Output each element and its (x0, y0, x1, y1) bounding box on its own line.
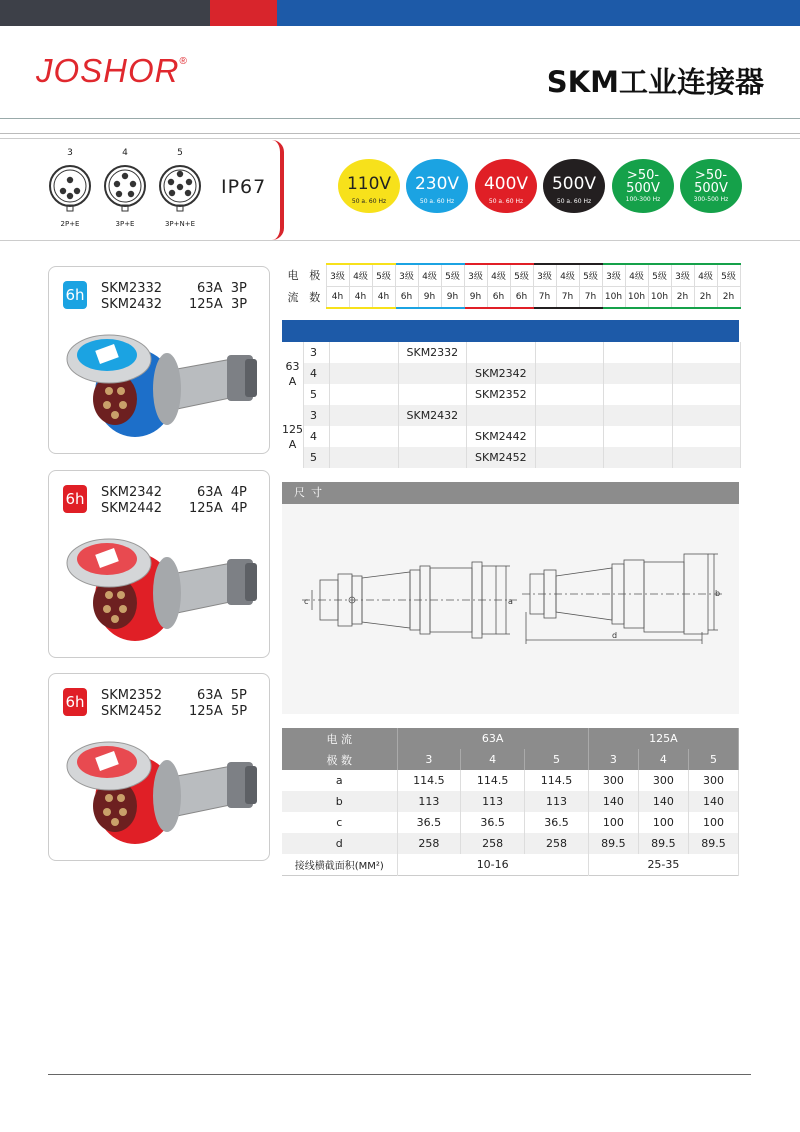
dim-header: 125A (588, 728, 738, 749)
hour-badge: 6h (63, 485, 87, 513)
matrix-row (282, 286, 740, 308)
type-cell (535, 426, 604, 447)
matrix-cell: 4h (349, 286, 372, 308)
rating: 63A 5P (197, 688, 247, 703)
voltage-badge (612, 159, 674, 213)
matrix-label: 电 (287, 269, 299, 282)
matrix-label: 数 (309, 291, 321, 304)
matrix-cell: 7h (556, 286, 579, 308)
type-row (282, 447, 741, 468)
dim-row (282, 833, 739, 854)
type-cell (672, 363, 741, 384)
type-row (282, 363, 741, 384)
divider-brace (272, 140, 284, 240)
hours-matrix (282, 263, 741, 309)
dim-value: 113 (461, 791, 525, 812)
connector-image (57, 329, 267, 449)
dim-key: a (282, 770, 397, 791)
pole-cell: 5 (304, 384, 330, 405)
rating: 63A 4P (197, 485, 247, 500)
dim-value: 300 (638, 770, 688, 791)
pole-cell: 3 (304, 405, 330, 426)
ip-rating: IP67 (221, 176, 267, 198)
matrix-cell: 3级 (326, 264, 349, 286)
pin-config-label: 2P+E (60, 220, 80, 228)
dim-value: 258 (525, 833, 589, 854)
pin-config-label: 3P+N+E (164, 220, 196, 228)
dim-value: 140 (688, 791, 738, 812)
matrix-cell: 3级 (533, 264, 556, 286)
type-cell (398, 426, 467, 447)
type-cell (535, 342, 604, 363)
matrix-cell: 4级 (418, 264, 441, 286)
pin-count: 5 (177, 148, 183, 158)
product-card (48, 673, 270, 861)
pin-count: 3 (67, 148, 73, 158)
dim-value: 114.5 (525, 770, 589, 791)
amp-cell: 63 A (282, 342, 304, 405)
dim-label-a: a (508, 597, 513, 606)
voltage-value: 400V (483, 174, 529, 194)
type-cell (604, 342, 673, 363)
dim-value: 89.5 (588, 833, 638, 854)
dim-header-row (282, 728, 739, 749)
dim-pole: 5 (525, 749, 589, 770)
dim-value: 258 (461, 833, 525, 854)
dim-pole: 3 (588, 749, 638, 770)
wire-value: 10-16 (397, 854, 588, 875)
type-cell (604, 447, 673, 468)
type-cell (535, 447, 604, 468)
matrix-cell: 6h (395, 286, 418, 308)
model-code: SKM2452 (475, 451, 527, 464)
product-card (48, 266, 270, 454)
dim-value: 140 (588, 791, 638, 812)
voltage-badge (406, 159, 468, 213)
type-row (282, 405, 741, 426)
top-color-bar (0, 0, 800, 26)
dim-row (282, 791, 739, 812)
matrix-cell: 2h (717, 286, 740, 308)
voltage-badge (543, 159, 605, 213)
type-cell (398, 447, 467, 468)
dim-value: 300 (688, 770, 738, 791)
dim-value: 36.5 (397, 812, 461, 833)
matrix-row (282, 264, 740, 286)
dim-value: 36.5 (461, 812, 525, 833)
rating: 125A 3P (189, 297, 248, 312)
matrix-cell: 4h (372, 286, 395, 308)
page-title: SKM工业连接器 (546, 65, 764, 99)
dim-pole: 4 (638, 749, 688, 770)
type-cell (604, 384, 673, 405)
pin-config-label: 3P+E (115, 220, 135, 228)
dim-value: 89.5 (638, 833, 688, 854)
dim-value: 100 (688, 812, 738, 833)
type-cell (330, 384, 399, 405)
matrix-cell: 10h (648, 286, 671, 308)
matrix-cell: 6h (487, 286, 510, 308)
connector-image (57, 736, 267, 856)
dim-value: 114.5 (461, 770, 525, 791)
rating: 125A 4P (189, 501, 248, 516)
type-cell (330, 342, 399, 363)
model-number: SKM2352 (101, 688, 163, 703)
voltage-value: 230V (414, 174, 460, 194)
matrix-cell: 6h (510, 286, 533, 308)
dim-label-c: c (304, 597, 309, 606)
matrix-cell: 4级 (487, 264, 510, 286)
frequency-label: 300-500 Hz (693, 196, 729, 203)
type-cell (672, 405, 741, 426)
type-cell (330, 363, 399, 384)
wire-row (282, 854, 739, 875)
matrix-cell: 3级 (464, 264, 487, 286)
matrix-cell: 4级 (625, 264, 648, 286)
frequency-label: 50 a. 60 Hz (556, 198, 592, 205)
model-code: SKM2352 (475, 388, 527, 401)
type-cell (398, 384, 467, 405)
matrix-cell: 10h (625, 286, 648, 308)
voltage-value: >50- 500V (694, 168, 728, 196)
type-row (282, 426, 741, 447)
dim-value: 100 (638, 812, 688, 833)
frequency-label: 50 a. 60 Hz (351, 198, 387, 205)
dim-key: c (282, 812, 397, 833)
matrix-cell: 5级 (510, 264, 533, 286)
rating: 125A 5P (189, 704, 248, 719)
type-cell (398, 405, 467, 426)
type-table (282, 342, 741, 468)
type-cell (398, 342, 467, 363)
matrix-cell: 3级 (671, 264, 694, 286)
type-cell (604, 426, 673, 447)
type-cell (330, 405, 399, 426)
matrix-label: 流 (287, 291, 299, 304)
type-cell (467, 342, 536, 363)
matrix-cell: 5级 (441, 264, 464, 286)
dim-row (282, 770, 739, 791)
matrix-cell: 7h (533, 286, 556, 308)
dim-pole: 4 (461, 749, 525, 770)
brand-logo: JOSHOR® (36, 52, 188, 89)
dim-key: b (282, 791, 397, 812)
pin-count: 4 (122, 148, 128, 158)
type-cell (330, 426, 399, 447)
connector-image (57, 533, 267, 653)
dim-pole: 5 (688, 749, 738, 770)
matrix-cell: 5级 (648, 264, 671, 286)
frequency-label: 100-300 Hz (625, 196, 661, 203)
socket-face-icon (158, 160, 202, 216)
dim-value: 113 (397, 791, 461, 812)
matrix-cell: 9h (464, 286, 487, 308)
matrix-cell: 10h (602, 286, 625, 308)
type-cell (467, 363, 536, 384)
matrix-cell: 4h (326, 286, 349, 308)
dim-value: 300 (588, 770, 638, 791)
matrix-cell: 3级 (395, 264, 418, 286)
voltage-badge (680, 159, 742, 213)
dim-header: 电 流 (282, 728, 397, 749)
dim-key: d (282, 833, 397, 854)
matrix-cell: 5级 (717, 264, 740, 286)
type-row (282, 342, 741, 363)
matrix-cell: 4级 (556, 264, 579, 286)
product-card (48, 470, 270, 658)
dim-label-b: b (715, 589, 721, 598)
socket-face-icon (48, 160, 92, 216)
type-cell (467, 405, 536, 426)
dim-value: 100 (588, 812, 638, 833)
dimension-drawing (282, 504, 739, 714)
hour-badge: 6h (63, 688, 87, 716)
matrix-cell: 4级 (349, 264, 372, 286)
type-cell (535, 384, 604, 405)
matrix-cell: 7h (579, 286, 602, 308)
matrix-cell: 9h (418, 286, 441, 308)
matrix-label: 极 (309, 269, 321, 282)
dim-value: 36.5 (525, 812, 589, 833)
matrix-cell: 5级 (579, 264, 602, 286)
socket-face-icon (103, 160, 147, 216)
voltage-badge (475, 159, 537, 213)
pole-cell: 5 (304, 447, 330, 468)
model-code: SKM2442 (475, 430, 527, 443)
voltage-badge (338, 159, 400, 213)
matrix-cell: 4级 (694, 264, 717, 286)
model-code: SKM2432 (406, 409, 459, 422)
hour-badge: 6h (63, 281, 87, 309)
type-cell (672, 447, 741, 468)
type-cell (672, 426, 741, 447)
matrix-cell: 3级 (602, 264, 625, 286)
type-cell (467, 426, 536, 447)
type-cell (672, 384, 741, 405)
model-number: SKM2332 (101, 281, 163, 296)
dim-value: 114.5 (397, 770, 461, 791)
type-table-header (282, 320, 739, 342)
rating: 63A 3P (197, 281, 247, 296)
amp-cell: 125 A (282, 405, 304, 468)
model-code: SKM2332 (406, 346, 459, 359)
model-number: SKM2342 (101, 485, 163, 500)
model-number: SKM2442 (101, 501, 163, 516)
frequency-label: 50 a. 60 Hz (419, 198, 455, 205)
matrix-cell: 2h (694, 286, 717, 308)
matrix-cell: 9h (441, 286, 464, 308)
wire-value: 25-35 (588, 854, 738, 875)
wire-label: 接线横截面积(MM²) (282, 854, 397, 875)
type-cell (604, 363, 673, 384)
dim-pole: 3 (397, 749, 461, 770)
pole-cell: 3 (304, 342, 330, 363)
type-cell (535, 363, 604, 384)
frequency-label: 50 a. 60 Hz (488, 198, 524, 205)
type-cell (398, 363, 467, 384)
matrix-cell: 2h (671, 286, 694, 308)
dim-value: 113 (525, 791, 589, 812)
dim-header: 63A (397, 728, 588, 749)
pole-cell: 4 (304, 426, 330, 447)
dim-value: 89.5 (688, 833, 738, 854)
size-section-title: 尺寸 (282, 482, 739, 504)
type-cell (604, 405, 673, 426)
dim-label-d: d (612, 631, 618, 640)
voltage-value: 500V (551, 174, 597, 194)
dim-value: 258 (397, 833, 461, 854)
type-cell (330, 447, 399, 468)
type-cell (672, 342, 741, 363)
dim-value: 140 (638, 791, 688, 812)
dimension-table (282, 728, 739, 876)
voltage-value: 110V (346, 174, 392, 194)
model-code: SKM2342 (475, 367, 527, 380)
type-cell (467, 447, 536, 468)
dim-header-row (282, 749, 739, 770)
voltage-value: >50- 500V (626, 168, 660, 196)
footer-line (48, 1074, 751, 1075)
matrix-cell: 5级 (372, 264, 395, 286)
dim-row (282, 812, 739, 833)
type-cell (467, 384, 536, 405)
model-number: SKM2432 (101, 297, 163, 312)
type-cell (535, 405, 604, 426)
model-number: SKM2452 (101, 704, 163, 719)
type-row (282, 384, 741, 405)
dim-header: 极 数 (282, 749, 397, 770)
pole-cell: 4 (304, 363, 330, 384)
